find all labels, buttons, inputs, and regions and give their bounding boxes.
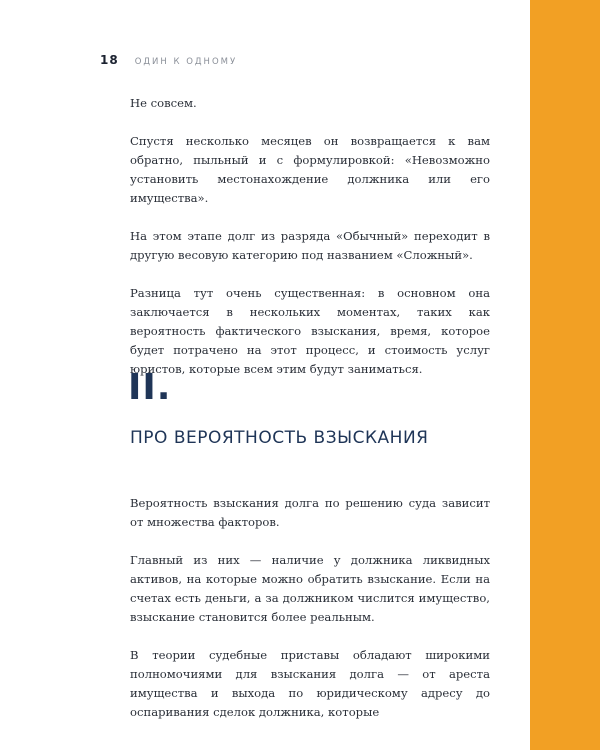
running-head: ОДИН К ОДНОМУ	[134, 57, 238, 67]
text-block-bottom	[130, 494, 490, 722]
paragraph: Вероятность взыскания долга по решению суда зависит от множества факторов.	[130, 496, 490, 529]
paragraph: Главный из них — наличие у должника ликвидных активов, на которые можно обратить взыскание. Если на счетах есть деньги, а за должником числится имущество, взыскание становится более реальным.	[130, 553, 490, 624]
text-block-top	[130, 94, 490, 379]
paragraph: Спустя несколько месяцев он возвращается к вам обратно, пыльный и с формулировкой: «Невозможно установить местонахождение должника или его имущества».	[130, 134, 490, 205]
section-title: ПРО ВЕРОЯТНОСТЬ ВЗЫСКАНИЯ	[130, 428, 429, 448]
paragraph: На этом этапе долг из разряда «Обычный» переходит в другую весовую категорию под названием «Сложный».	[130, 229, 490, 262]
section-numeral: II.	[128, 367, 172, 408]
page-number: 18	[100, 53, 119, 67]
page-header	[100, 53, 237, 67]
accent-side-strip	[530, 0, 600, 750]
paragraph: В теории судебные приставы обладают широкими полномочиями для взыскания долга — от ареста имущества и выхода по юридическому адресу до оспаривания сделок должника, которые	[130, 648, 490, 719]
paragraph: Не совсем.	[130, 96, 197, 110]
paragraph: Разница тут очень существенная: в основном она заключается в нескольких моментах, таких как вероятность фактического взыскания, время, которое будет потрачено на этот процесс, и стоимость услуг юристов, которые всем этим будут заниматься.	[130, 286, 490, 376]
